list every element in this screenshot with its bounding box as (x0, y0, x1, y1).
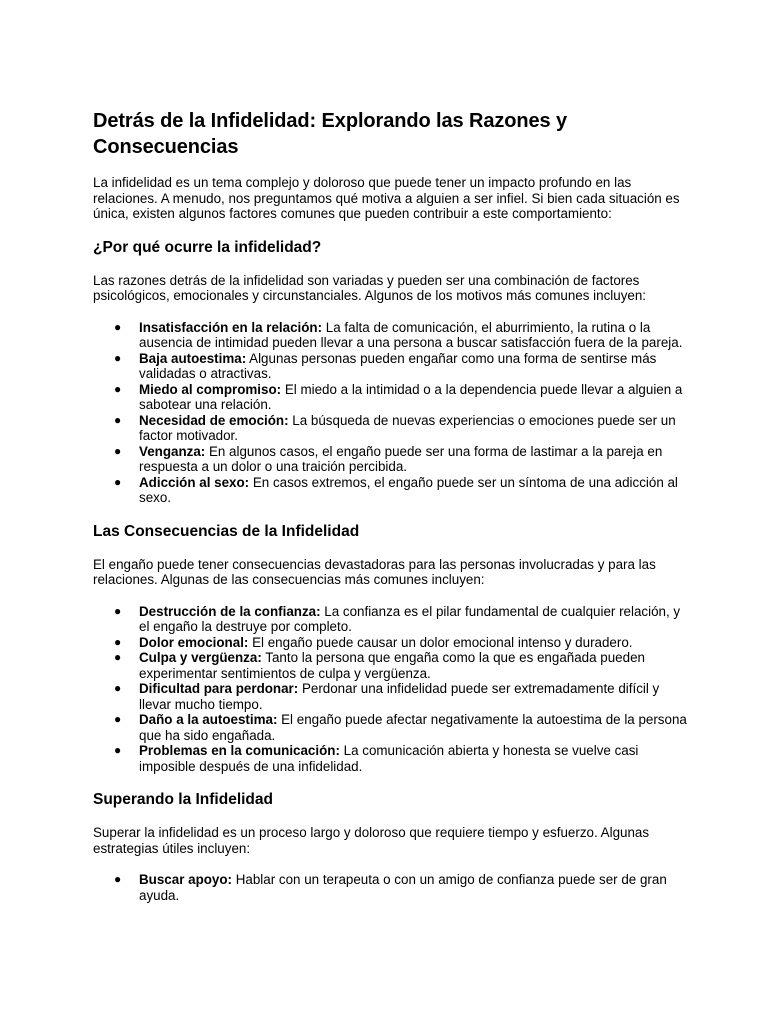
item-text: El engaño puede causar un dolor emocional intenso y duradero. (248, 634, 633, 650)
section-overcoming (93, 790, 688, 903)
section-reasons (93, 238, 688, 506)
item-term: Dificultad para perdonar: (139, 681, 299, 696)
list-item (114, 681, 688, 712)
item-term: Daño a la autoestima: (139, 712, 278, 727)
list-item (114, 412, 688, 444)
list-item (114, 872, 688, 903)
list-item (114, 603, 688, 635)
item-text: El miedo a la intimidad o a la dependencia puede llevar a alguien a sabotear una relación. (139, 381, 683, 412)
list-item (114, 712, 688, 743)
bullet-list (93, 320, 688, 506)
list-item (114, 443, 688, 475)
bullet-icon: ● (114, 681, 122, 695)
item-text: En casos extremos, el engaño puede ser un síntoma de una adicción al sexo. (139, 474, 678, 505)
item-text: La comunicación abierta y honesta se vuelve casi imposible después de una infidelidad. (139, 743, 639, 774)
list-item (114, 743, 688, 774)
item-term: Culpa y vergüenza: (139, 650, 262, 665)
section-consequences (93, 522, 688, 775)
section-paragraph: Las razones detrás de la infidelidad son variadas y pueden ser una combinación de factores psicológicos, emocionales y circunstanciales. Algunos de los motivos más comunes incluyen: (93, 272, 647, 303)
document-title: Detrás de la Infidelidad: Explorando las Razones y Consecuencias (93, 110, 568, 158)
bullet-icon: ● (114, 319, 122, 334)
list-item (114, 350, 688, 382)
section-heading: Las Consecuencias de la Infidelidad (93, 522, 360, 540)
list-item (114, 381, 688, 413)
bullet-icon: ● (114, 634, 122, 649)
bullet-icon: ● (114, 712, 122, 726)
item-text: La confianza es el pilar fundamental de cualquier relación, y el engaño la destruye por completo. (139, 603, 681, 634)
item-term: Dolor emocional: (139, 634, 249, 650)
bullet-icon: ● (114, 381, 122, 396)
list-item (114, 319, 688, 351)
bullet-icon: ● (114, 743, 122, 757)
intro-paragraph: La infidelidad es un tema complejo y doloroso que puede tener un impacto profundo en las relaciones. A menudo, nos preguntamos qué motiva a alguien a ser infiel. Si bien cada situación es única, existen algunos factores comunes que pueden contribuir a este comportamiento: (93, 175, 680, 221)
item-text: Tanto la persona que engaña como la que es engañada pueden experimentar sentimientos de culpa y vergüenza. (139, 650, 645, 681)
item-term: Buscar apoyo: (139, 872, 233, 887)
item-term: Destrucción de la confianza: (139, 603, 321, 619)
bullet-list (93, 872, 688, 903)
bullet-icon: ● (114, 412, 122, 427)
item-text: Algunas personas pueden engañar como una forma de sentirse más validadas o atractivas. (139, 350, 657, 381)
bullet-icon: ● (114, 474, 122, 489)
section-paragraph: Superar la infidelidad es un proceso largo y doloroso que requiere tiempo y esfuerzo. Algunas estrategias útiles incluyen: (93, 825, 650, 856)
bullet-icon: ● (114, 443, 122, 458)
item-term: Venganza: (139, 443, 206, 459)
bullet-list (93, 604, 688, 775)
item-term: Necesidad de emoción: (139, 412, 289, 428)
item-text: La búsqueda de nuevas experiencias o emociones puede ser un factor motivador. (139, 412, 676, 443)
item-term: Insatisfacción en la relación: (139, 319, 323, 335)
list-item (114, 634, 688, 651)
item-text: Perdonar una infidelidad puede ser extremadamente difícil y llevar mucho tiempo. (139, 681, 660, 712)
item-text: La falta de comunicación, el aburrimiento, la rutina o la ausencia de intimidad pueden llevar a una persona a buscar satisfacción fuera de la pareja. (139, 319, 683, 350)
bullet-icon: ● (114, 603, 122, 618)
item-text: En algunos casos, el engaño puede ser una forma de lastimar a la pareja en respuesta a un dolor o una traición percibida. (139, 443, 663, 474)
list-item (114, 650, 688, 681)
section-heading: ¿Por qué ocurre la infidelidad? (93, 238, 322, 256)
bullet-icon: ● (114, 872, 122, 886)
section-paragraph: El engaño puede tener consecuencias devastadoras para las personas involucradas y para las relaciones. Algunas de las consecuencias más comunes incluyen: (93, 556, 656, 587)
item-term: Problemas en la comunicación: (139, 743, 340, 758)
item-text: El engaño puede afectar negativamente la autoestima de la persona que ha sido engañada. (139, 712, 687, 743)
item-text: Hablar con un terapeuta o con un amigo de confianza puede ser de gran ayuda. (139, 872, 667, 903)
list-item (114, 474, 688, 506)
bullet-icon: ● (114, 350, 122, 365)
item-term: Adicción al sexo: (139, 474, 250, 490)
section-heading: Superando la Infidelidad (93, 791, 273, 808)
item-term: Miedo al compromiso: (139, 381, 282, 397)
item-term: Baja autoestima: (139, 350, 247, 366)
bullet-icon: ● (114, 650, 122, 664)
